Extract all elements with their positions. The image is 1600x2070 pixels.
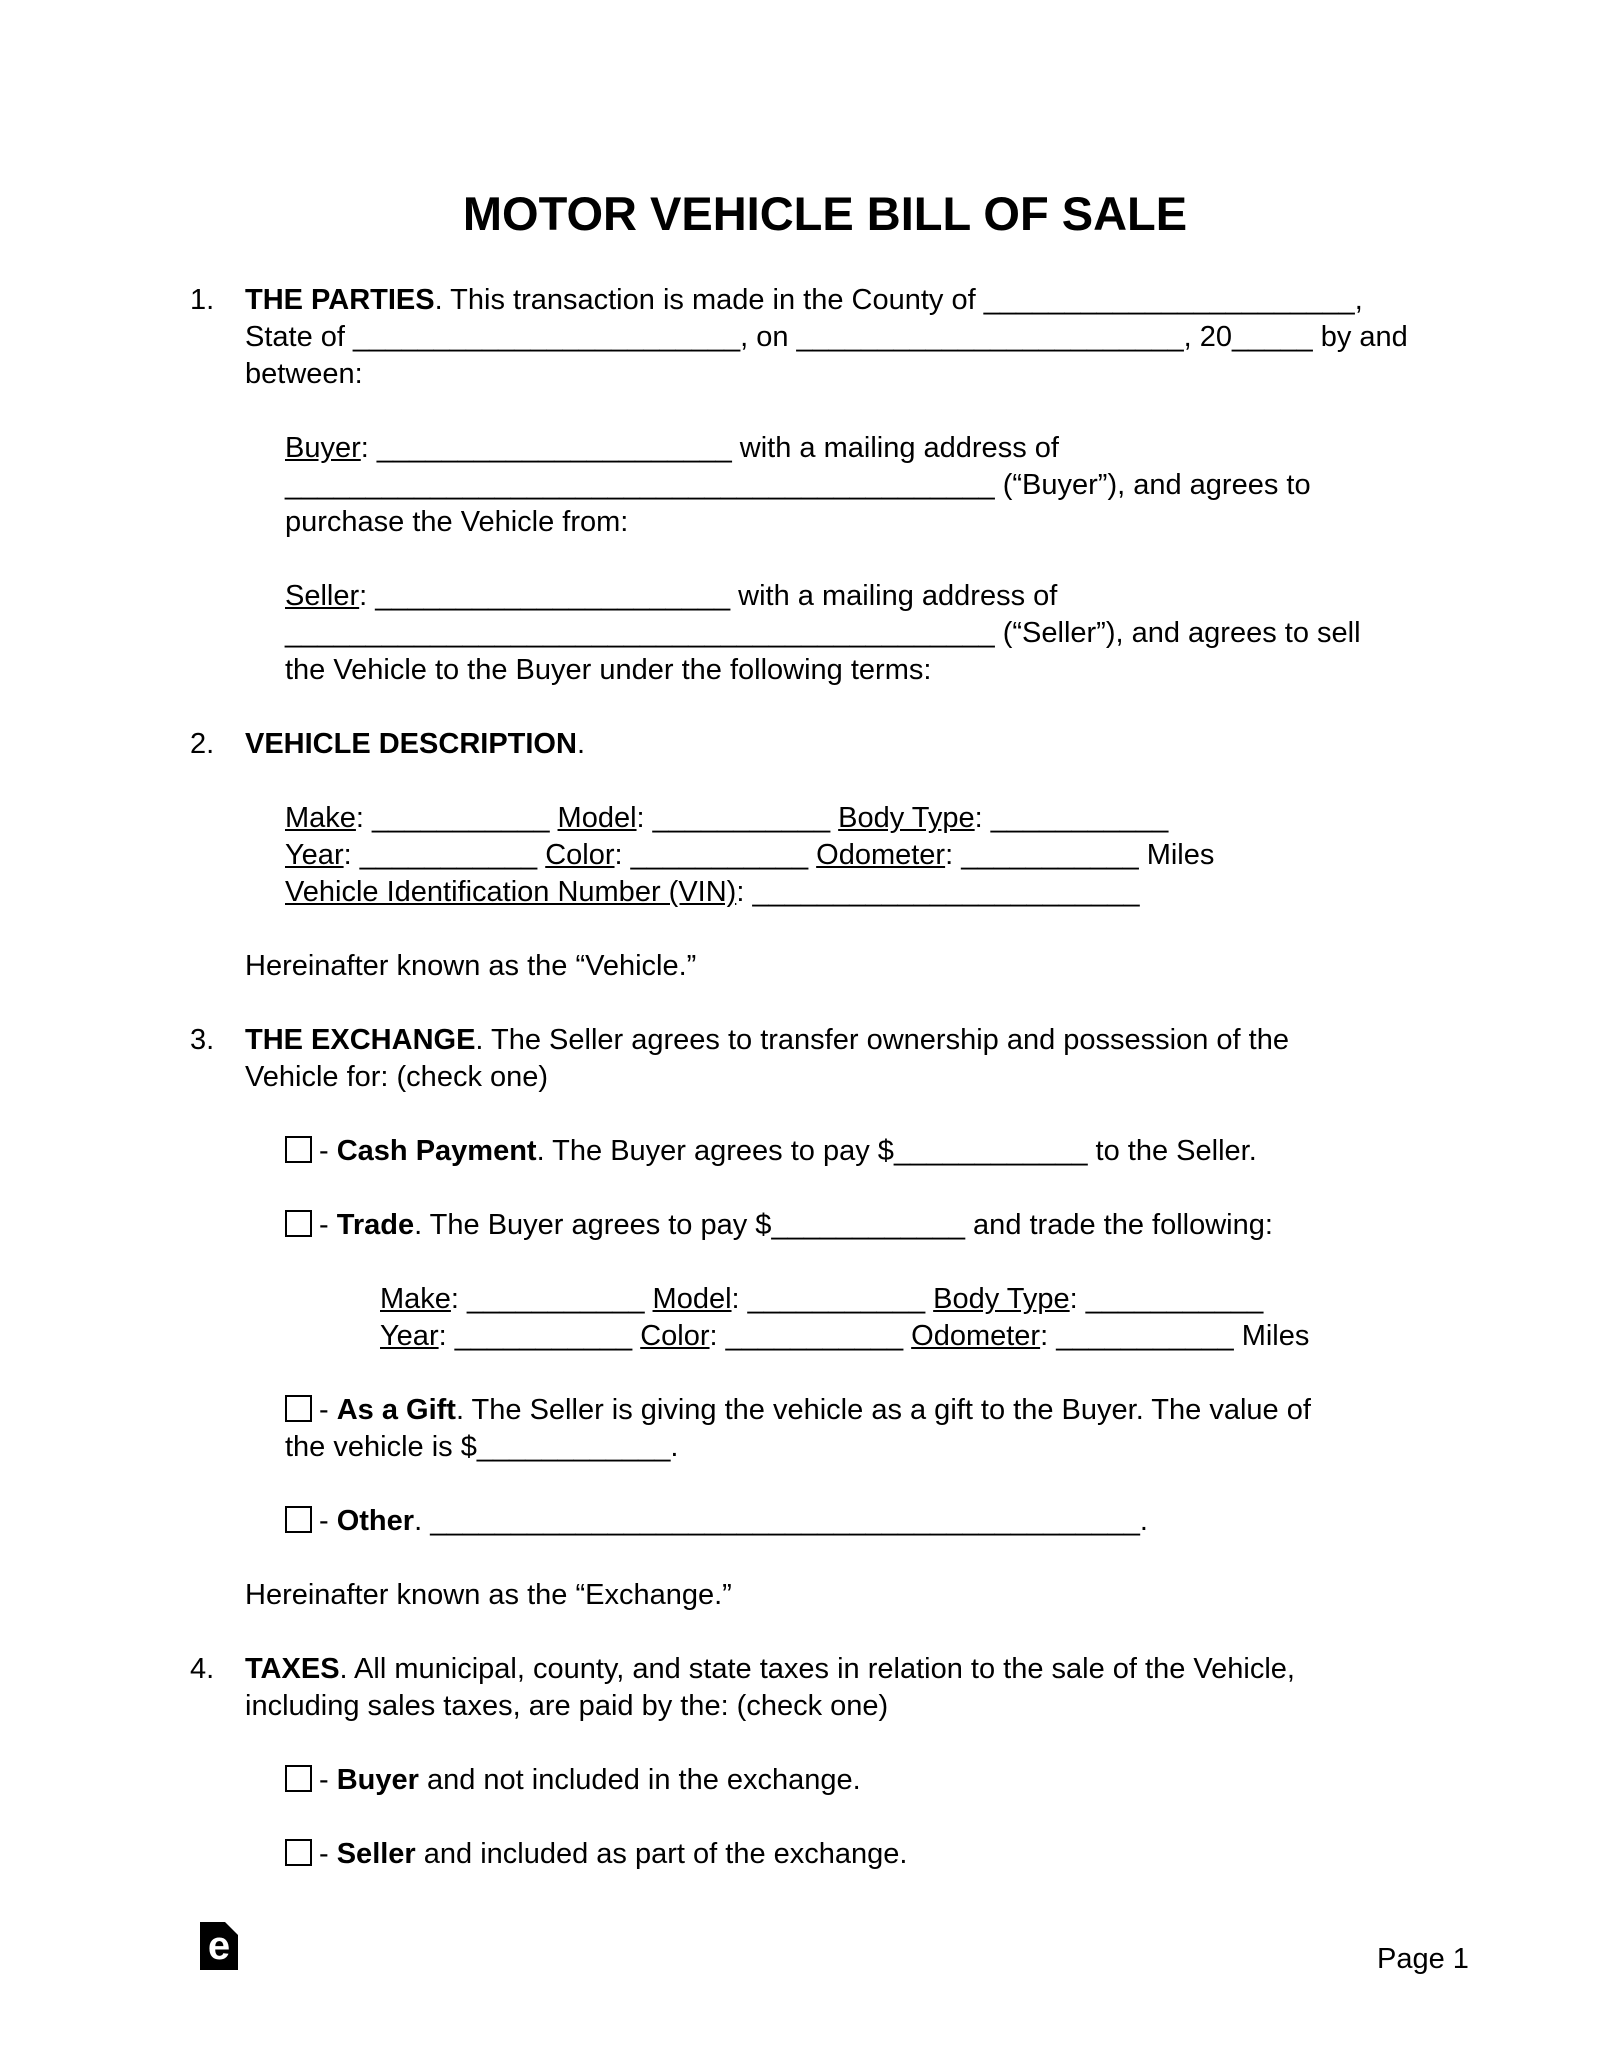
text-run: (“Seller”), and agrees to sell [994, 617, 1361, 649]
blank-field: ___________ [725, 1320, 904, 1352]
blank-field: ________________________ [796, 321, 1184, 353]
text-run: . The Seller agrees to transfer ownership and possession of the [475, 1024, 1289, 1056]
text-run: Odometer [816, 839, 946, 871]
text-run: (“Buyer”), and agrees to [994, 469, 1311, 501]
blank-field: ___________ [359, 839, 538, 871]
text-run: : [636, 802, 653, 834]
eforms-logo [200, 1922, 238, 1970]
text-run: : [709, 1320, 726, 1352]
spacer [190, 911, 1460, 948]
spacer [190, 689, 1460, 726]
list-number: 4. [190, 1653, 215, 1685]
text-run: : [343, 839, 360, 871]
text-line [285, 1762, 1460, 1799]
spacer [190, 393, 1460, 430]
text-run: . The Buyer agrees to pay $ [536, 1135, 894, 1167]
document-body [190, 282, 1460, 1873]
checkbox-icon [285, 1210, 312, 1237]
blank-field: ___________ [372, 802, 550, 834]
text-run: Year [285, 839, 344, 871]
blank-field: ___________ [467, 1283, 645, 1315]
text-run: THE PARTIES [245, 284, 435, 316]
spacer [190, 763, 1460, 800]
text-run: Vehicle Identification Number (VIN) [285, 876, 737, 908]
text-run: Hereinafter known as the “Exchange.” [245, 1579, 732, 1611]
text-run: : [1040, 1320, 1057, 1352]
blank-field: ____________ [771, 1209, 965, 1241]
eforms-logo-letter: e [207, 1924, 231, 1968]
text-run: and trade the following: [965, 1209, 1273, 1241]
text-line [285, 578, 1460, 615]
text-run: the Vehicle to the Buyer under the following terms: [285, 654, 932, 686]
document-title: MOTOR VEHICLE BILL OF SALE [462, 187, 1188, 240]
text-line [285, 1836, 1460, 1873]
text-run: - [319, 1135, 337, 1167]
text-line [285, 1392, 1460, 1429]
text-run: , [1354, 284, 1363, 316]
text-run: : [450, 1283, 468, 1315]
blank-field: ______________________ [375, 580, 731, 612]
text-run: . [670, 1431, 679, 1463]
text-run: purchase the Vehicle from: [285, 506, 629, 538]
blank-field: _____ [1232, 321, 1313, 353]
text-run: to the Seller. [1087, 1135, 1257, 1167]
spacer [190, 1725, 1460, 1762]
text-run: , on [740, 321, 797, 353]
text-run: and not included in the exchange. [418, 1764, 861, 1796]
section-heading-line [190, 1651, 1460, 1688]
text-run: : [359, 580, 376, 612]
page-number-label: Page 1 [1377, 1943, 1469, 1975]
text-run: Seller [336, 1838, 416, 1870]
text-run: : [355, 802, 373, 834]
spacer [190, 1614, 1460, 1651]
blank-field: ________________________ [353, 321, 741, 353]
blank-field: ___________ [652, 802, 831, 834]
text-run: Make [285, 802, 356, 834]
checkbox-icon [285, 1765, 312, 1792]
blank-field: ________________________ [752, 876, 1140, 908]
text-run [632, 1320, 640, 1352]
text-run: and included as part of the exchange. [415, 1838, 908, 1870]
text-line [245, 948, 1460, 985]
text-line [285, 467, 1460, 504]
text-line [285, 430, 1460, 467]
text-run: Odometer [911, 1320, 1041, 1352]
text-run: - [319, 1764, 337, 1796]
spacer [190, 1799, 1460, 1836]
text-run: , 20 [1183, 321, 1233, 353]
text-run [549, 802, 557, 834]
text-run: with a mailing address of [731, 432, 1059, 464]
text-run: Buyer [285, 432, 361, 464]
text-line [380, 1318, 1460, 1355]
blank-field: ___________ [990, 802, 1169, 834]
spacer [190, 541, 1460, 578]
spacer [190, 1244, 1460, 1281]
blank-field: _______________________ [983, 284, 1355, 316]
blank-field: ____________ [476, 1431, 671, 1463]
text-line [285, 1429, 1460, 1466]
text-run: Other [336, 1505, 415, 1537]
text-run: the vehicle is $ [285, 1431, 477, 1463]
text-run: . This transaction is made in the County of [434, 284, 984, 316]
text-run: Body Type [933, 1283, 1070, 1315]
text-run: Model [652, 1283, 732, 1315]
blank-field: ___________ [961, 839, 1139, 871]
text-run: . The Seller is giving the vehicle as a gift to the Buyer. The value of [455, 1394, 1311, 1426]
text-line [285, 837, 1460, 874]
blank-field: ____________________________________________ [285, 617, 995, 649]
section-heading-line [190, 1022, 1460, 1059]
text-run: Make [380, 1283, 451, 1315]
text-run: : [438, 1320, 455, 1352]
text-run: - [319, 1394, 337, 1426]
checkbox-icon [285, 1506, 312, 1533]
text-run: . The Buyer agrees to pay $ [414, 1209, 772, 1241]
text-run: State of [245, 321, 354, 353]
text-run: Seller [285, 580, 360, 612]
text-run: VEHICLE DESCRIPTION [245, 728, 577, 760]
text-line [285, 652, 1460, 689]
text-run: Hereinafter known as the “Vehicle.” [245, 950, 697, 982]
spacer [190, 1096, 1460, 1133]
blank-field: ____________________________________________ [285, 469, 995, 501]
text-run: with a mailing address of [730, 580, 1058, 612]
text-run: As a Gift [336, 1394, 456, 1426]
section-heading-line [190, 726, 1460, 763]
text-line [285, 504, 1460, 541]
text-run: Vehicle for: (check one) [245, 1061, 549, 1093]
blank-field: ____________ [893, 1135, 1088, 1167]
text-line [285, 800, 1460, 837]
text-line [245, 1059, 1460, 1096]
text-run: . [414, 1505, 431, 1537]
blank-field: ___________ [1085, 1283, 1264, 1315]
text-run: Body Type [838, 802, 975, 834]
spacer [190, 1540, 1460, 1577]
blank-field: ___________ [454, 1320, 633, 1352]
text-run: by and [1312, 321, 1408, 353]
text-run: . All municipal, county, and state taxes in relation to the sale of the Vehicle, [339, 1653, 1295, 1685]
text-run: - [319, 1505, 337, 1537]
text-line [245, 1577, 1460, 1614]
text-run: : [731, 1283, 748, 1315]
text-line [245, 356, 1460, 393]
list-number: 3. [190, 1024, 215, 1056]
text-run: Buyer [336, 1764, 419, 1796]
text-run [537, 839, 545, 871]
checkbox-icon [285, 1839, 312, 1866]
text-run [830, 802, 838, 834]
text-run [808, 839, 816, 871]
spacer [190, 1355, 1460, 1392]
blank-field: ___________ [630, 839, 809, 871]
list-number: 1. [190, 284, 215, 316]
blank-field: ___________ [747, 1283, 926, 1315]
checkbox-icon [285, 1136, 312, 1163]
blank-field: ______________________ [376, 432, 732, 464]
text-line [380, 1281, 1460, 1318]
text-run: : [614, 839, 631, 871]
text-run: : [1069, 1283, 1086, 1315]
text-run: Miles [1138, 839, 1215, 871]
text-run: THE EXCHANGE [245, 1024, 476, 1056]
blank-field: ___________ [1056, 1320, 1234, 1352]
text-line [285, 615, 1460, 652]
spacer [190, 1466, 1460, 1503]
text-line [285, 1207, 1460, 1244]
text-run: : [360, 432, 377, 464]
text-run: - [319, 1209, 337, 1241]
text-run: including sales taxes, are paid by the: (check one) [245, 1690, 889, 1722]
text-line [245, 1688, 1460, 1725]
text-run: Color [640, 1320, 710, 1352]
text-run [903, 1320, 911, 1352]
text-run [644, 1283, 652, 1315]
text-run: Cash Payment [336, 1135, 537, 1167]
checkbox-icon [285, 1395, 312, 1422]
text-line [245, 319, 1460, 356]
text-run: : [974, 802, 991, 834]
text-run: . [1139, 1505, 1148, 1537]
text-run: Trade [336, 1209, 415, 1241]
list-number: 2. [190, 728, 215, 760]
text-line [285, 874, 1460, 911]
text-run: : [736, 876, 753, 908]
text-line [285, 1503, 1460, 1540]
text-run: Model [557, 802, 637, 834]
text-line [285, 1133, 1460, 1170]
spacer [190, 985, 1460, 1022]
text-run: : [945, 839, 962, 871]
section-heading-line [190, 282, 1460, 319]
spacer [190, 1170, 1460, 1207]
text-run: . [576, 728, 585, 760]
text-run: Year [380, 1320, 439, 1352]
text-run: Miles [1233, 1320, 1310, 1352]
text-run: TAXES [245, 1653, 340, 1685]
text-run [925, 1283, 933, 1315]
blank-field: ____________________________________________ [430, 1505, 1140, 1537]
text-run: - [319, 1838, 337, 1870]
text-run: Color [545, 839, 615, 871]
text-run: between: [245, 358, 363, 390]
